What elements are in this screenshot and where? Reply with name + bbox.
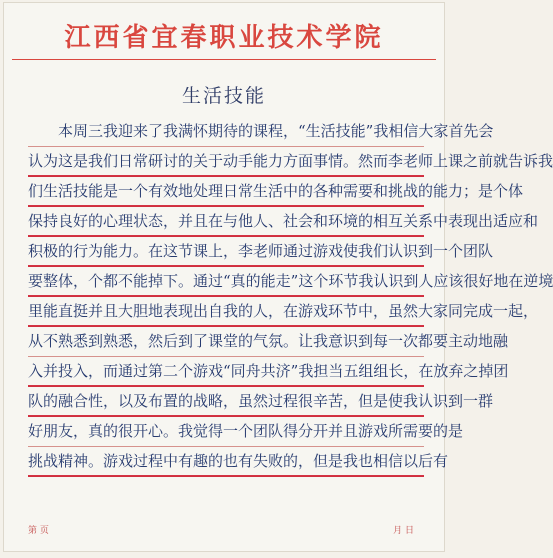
notebook-page: [4, 3, 553, 551]
essay-line: 认为这是我们日常研讨的关于动手能力方面事情。然而李老师上课之前就告诉我: [28, 146, 424, 177]
highlight-stroke: [28, 385, 424, 387]
essay-line: 本周三我迎来了我满怀期待的课程，“生活技能”我相信大家首先会: [28, 116, 424, 147]
highlight-stroke: [28, 205, 424, 207]
essay-line: 队的融合性，以及布置的战略，虽然过程很辛苦，但是使我认识到一群: [28, 386, 424, 417]
highlight-stroke: [28, 415, 424, 417]
essay-line: 保持良好的心理状态，并且在与他人、社会和环境的相互关系中表现出适应和: [28, 206, 424, 237]
essay-line: 好朋友，真的很开心。我觉得一个团队得分开并且游戏所需要的是: [28, 416, 424, 447]
highlight-stroke: [28, 325, 424, 327]
essay-line: 要整体，个都不能掉下。通过“真的能走”这个环节我认识到人应该很好地在逆境: [28, 266, 424, 297]
highlight-stroke: [28, 295, 424, 297]
highlight-stroke: [28, 475, 424, 477]
essay-line: 积极的行为能力。在这节课上，李老师通过游戏使我们认识到一个团队: [28, 236, 424, 267]
page-number-label: 第 页: [28, 526, 49, 536]
date-label: 月 日: [393, 526, 414, 536]
essay-line: 们生活技能是一个有效地处理日常生活中的各种需要和挑战的能力；是个体: [28, 176, 424, 207]
essay-line: 从不熟悉到熟悉，然后到了课堂的气氛。让我意识到每一次都要主动地融: [28, 326, 424, 357]
essay-line: 入并投入，而通过第二个游戏“同舟共济”我担当五组组长，在放弃之掉团: [28, 356, 424, 387]
highlight-stroke: [28, 175, 424, 177]
school-header: 江西省宜春职业技术学院: [64, 23, 384, 53]
essay-title: 生活技能: [181, 85, 266, 107]
essay-line: 里能直挺并且大胆地表现出自我的人，在游戏环节中，虽然大家同完成一起，: [28, 296, 424, 327]
highlight-stroke: [28, 235, 424, 237]
highlight-stroke: [28, 265, 424, 267]
header-rule: [12, 59, 436, 60]
essay-line: 挑战精神。游戏过程中有趣的也有失败的，但是我也相信以后有: [28, 446, 424, 477]
